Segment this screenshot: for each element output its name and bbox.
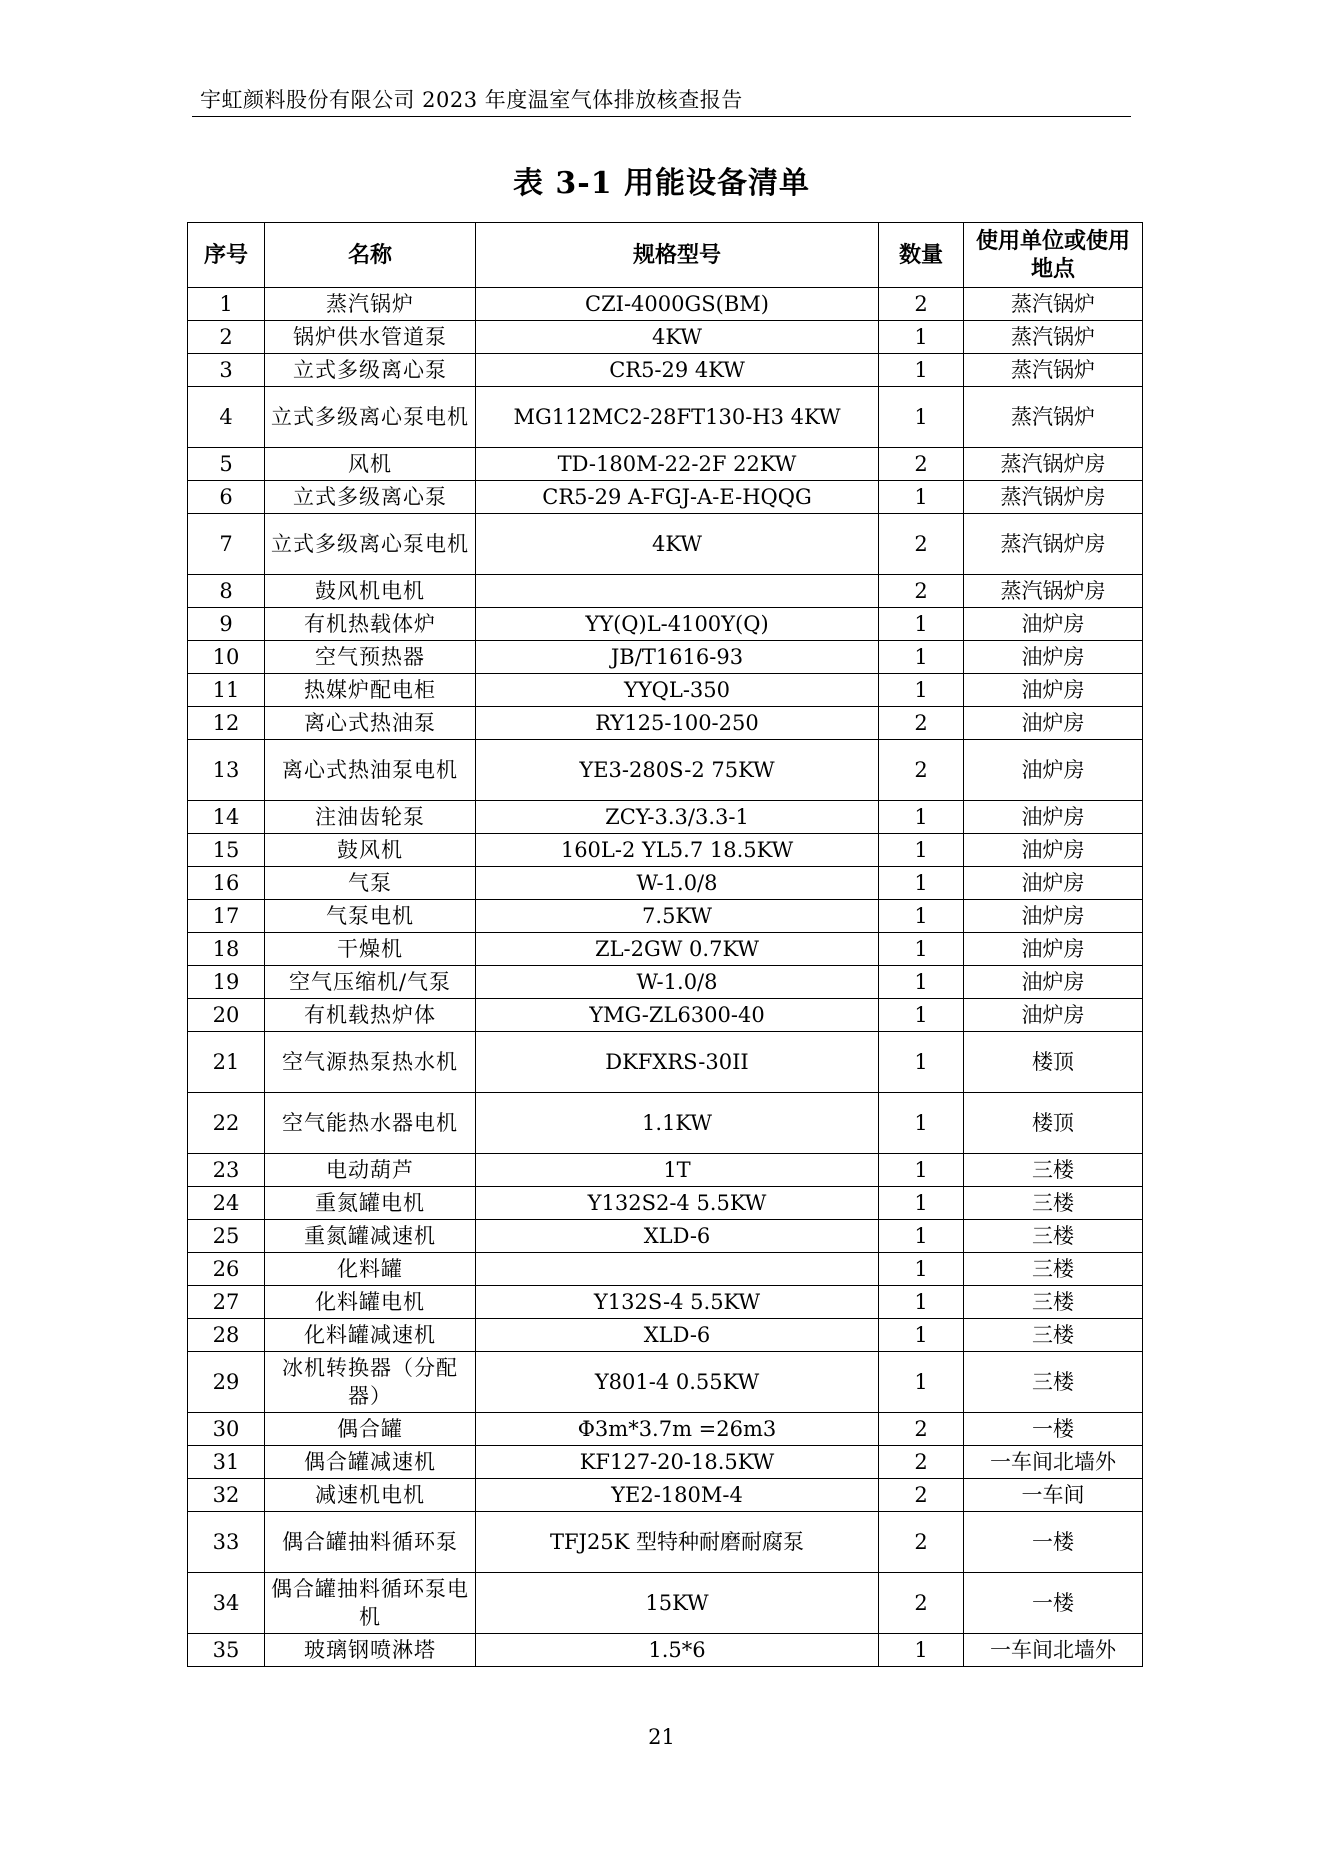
equipment-name: 立式多级离心泵 bbox=[265, 481, 476, 514]
quantity: 1 bbox=[879, 1634, 964, 1667]
model-spec: ZCY-3.3/3.3-1 bbox=[476, 801, 879, 834]
table-row bbox=[188, 481, 1143, 514]
quantity: 2 bbox=[879, 707, 964, 740]
quantity: 1 bbox=[879, 1093, 964, 1154]
equipment-name: 重氮罐电机 bbox=[265, 1187, 476, 1220]
location: 蒸汽锅炉 bbox=[964, 387, 1143, 448]
location: 油炉房 bbox=[964, 707, 1143, 740]
location: 一楼 bbox=[964, 1512, 1143, 1573]
table-row bbox=[188, 707, 1143, 740]
table-row bbox=[188, 1352, 1143, 1413]
quantity: 1 bbox=[879, 1352, 964, 1413]
quantity: 1 bbox=[879, 999, 964, 1032]
table-row bbox=[188, 834, 1143, 867]
table-row bbox=[188, 321, 1143, 354]
location: 蒸汽锅炉房 bbox=[964, 448, 1143, 481]
quantity: 2 bbox=[879, 1479, 964, 1512]
table-row bbox=[188, 1634, 1143, 1667]
table-row bbox=[188, 575, 1143, 608]
equipment-name: 减速机电机 bbox=[265, 1479, 476, 1512]
row-number: 9 bbox=[188, 608, 265, 641]
table-row bbox=[188, 608, 1143, 641]
model-spec: 4KW bbox=[476, 514, 879, 575]
row-number: 21 bbox=[188, 1032, 265, 1093]
row-number: 24 bbox=[188, 1187, 265, 1220]
row-number: 2 bbox=[188, 321, 265, 354]
table-row bbox=[188, 641, 1143, 674]
quantity: 2 bbox=[879, 288, 964, 321]
model-spec: CR5-29 4KW bbox=[476, 354, 879, 387]
model-spec: YMG-ZL6300-40 bbox=[476, 999, 879, 1032]
quantity: 2 bbox=[879, 1512, 964, 1573]
location: 楼顶 bbox=[964, 1032, 1143, 1093]
table-row bbox=[188, 1479, 1143, 1512]
quantity: 1 bbox=[879, 481, 964, 514]
table-row bbox=[188, 354, 1143, 387]
row-number: 34 bbox=[188, 1573, 265, 1634]
location: 蒸汽锅炉房 bbox=[964, 575, 1143, 608]
row-number: 22 bbox=[188, 1093, 265, 1154]
equipment-name: 鼓风机电机 bbox=[265, 575, 476, 608]
quantity: 1 bbox=[879, 1154, 964, 1187]
quantity: 1 bbox=[879, 900, 964, 933]
model-spec: 1.5*6 bbox=[476, 1634, 879, 1667]
row-number: 14 bbox=[188, 801, 265, 834]
model-spec: 15KW bbox=[476, 1573, 879, 1634]
location: 一楼 bbox=[964, 1573, 1143, 1634]
row-number: 20 bbox=[188, 999, 265, 1032]
model-spec: CR5-29 A-FGJ-A-E-HQQG bbox=[476, 481, 879, 514]
equipment-name: 偶合罐减速机 bbox=[265, 1446, 476, 1479]
model-spec: YE3-280S-2 75KW bbox=[476, 740, 879, 801]
quantity: 1 bbox=[879, 608, 964, 641]
row-number: 30 bbox=[188, 1413, 265, 1446]
quantity: 1 bbox=[879, 1187, 964, 1220]
location: 三楼 bbox=[964, 1253, 1143, 1286]
row-number: 31 bbox=[188, 1446, 265, 1479]
equipment-name: 空气源热泵热水机 bbox=[265, 1032, 476, 1093]
location: 蒸汽锅炉 bbox=[964, 354, 1143, 387]
table-row bbox=[188, 1512, 1143, 1573]
table-row bbox=[188, 966, 1143, 999]
row-number: 10 bbox=[188, 641, 265, 674]
equipment-name: 偶合罐 bbox=[265, 1413, 476, 1446]
page-number: 21 bbox=[648, 1725, 675, 1749]
row-number: 35 bbox=[188, 1634, 265, 1667]
location: 油炉房 bbox=[964, 900, 1143, 933]
equipment-name: 蒸汽锅炉 bbox=[265, 288, 476, 321]
row-number: 12 bbox=[188, 707, 265, 740]
table-row bbox=[188, 740, 1143, 801]
model-spec: YYQL-350 bbox=[476, 674, 879, 707]
table-body bbox=[188, 288, 1143, 1667]
equipment-name: 空气预热器 bbox=[265, 641, 476, 674]
column-header: 数量 bbox=[879, 223, 964, 288]
table-row bbox=[188, 448, 1143, 481]
quantity: 1 bbox=[879, 933, 964, 966]
row-number: 23 bbox=[188, 1154, 265, 1187]
row-number: 25 bbox=[188, 1220, 265, 1253]
equipment-name: 化料罐 bbox=[265, 1253, 476, 1286]
quantity: 2 bbox=[879, 448, 964, 481]
model-spec: TD-180M-22-2F 22KW bbox=[476, 448, 879, 481]
row-number: 11 bbox=[188, 674, 265, 707]
table-row bbox=[188, 933, 1143, 966]
location: 油炉房 bbox=[964, 674, 1143, 707]
location: 一车间 bbox=[964, 1479, 1143, 1512]
location: 蒸汽锅炉 bbox=[964, 288, 1143, 321]
row-number: 26 bbox=[188, 1253, 265, 1286]
table-row bbox=[188, 514, 1143, 575]
equipment-name: 冰机转换器（分配器） bbox=[265, 1352, 476, 1413]
quantity: 1 bbox=[879, 801, 964, 834]
location: 三楼 bbox=[964, 1187, 1143, 1220]
location: 三楼 bbox=[964, 1154, 1143, 1187]
model-spec: W-1.0/8 bbox=[476, 867, 879, 900]
model-spec: W-1.0/8 bbox=[476, 966, 879, 999]
row-number: 3 bbox=[188, 354, 265, 387]
table-title: 表 3-1 用能设备清单 bbox=[512, 166, 811, 201]
model-spec: RY125-100-250 bbox=[476, 707, 879, 740]
location: 油炉房 bbox=[964, 641, 1143, 674]
quantity: 2 bbox=[879, 575, 964, 608]
quantity: 1 bbox=[879, 834, 964, 867]
model-spec: YY(Q)L-4100Y(Q) bbox=[476, 608, 879, 641]
model-spec: Y801-4 0.55KW bbox=[476, 1352, 879, 1413]
row-number: 15 bbox=[188, 834, 265, 867]
table-row bbox=[188, 999, 1143, 1032]
model-spec: Y132S-4 5.5KW bbox=[476, 1286, 879, 1319]
location: 油炉房 bbox=[964, 867, 1143, 900]
equipment-name: 立式多级离心泵电机 bbox=[265, 514, 476, 575]
table-row bbox=[188, 900, 1143, 933]
row-number: 13 bbox=[188, 740, 265, 801]
equipment-name: 重氮罐减速机 bbox=[265, 1220, 476, 1253]
equipment-table bbox=[187, 222, 1143, 1667]
equipment-name: 立式多级离心泵电机 bbox=[265, 387, 476, 448]
row-number: 29 bbox=[188, 1352, 265, 1413]
quantity: 1 bbox=[879, 674, 964, 707]
location: 三楼 bbox=[964, 1352, 1143, 1413]
model-spec: MG112MC2-28FT130-H3 4KW bbox=[476, 387, 879, 448]
equipment-name: 化料罐减速机 bbox=[265, 1319, 476, 1352]
row-number: 17 bbox=[188, 900, 265, 933]
equipment-name: 热媒炉配电柜 bbox=[265, 674, 476, 707]
table-row bbox=[188, 1319, 1143, 1352]
model-spec: CZI-4000GS(BM) bbox=[476, 288, 879, 321]
table-row bbox=[188, 1446, 1143, 1479]
quantity: 2 bbox=[879, 514, 964, 575]
equipment-name: 离心式热油泵电机 bbox=[265, 740, 476, 801]
equipment-name: 鼓风机 bbox=[265, 834, 476, 867]
equipment-name: 锅炉供水管道泵 bbox=[265, 321, 476, 354]
table-row bbox=[188, 1220, 1143, 1253]
location: 一车间北墙外 bbox=[964, 1446, 1143, 1479]
location: 油炉房 bbox=[964, 834, 1143, 867]
model-spec bbox=[476, 1253, 879, 1286]
equipment-name: 气泵电机 bbox=[265, 900, 476, 933]
quantity: 1 bbox=[879, 387, 964, 448]
model-spec: TFJ25K 型特种耐磨耐腐泵 bbox=[476, 1512, 879, 1573]
equipment-name: 气泵 bbox=[265, 867, 476, 900]
table-row bbox=[188, 674, 1143, 707]
row-number: 32 bbox=[188, 1479, 265, 1512]
row-number: 4 bbox=[188, 387, 265, 448]
location: 蒸汽锅炉房 bbox=[964, 514, 1143, 575]
model-spec: Y132S2-4 5.5KW bbox=[476, 1187, 879, 1220]
equipment-name: 注油齿轮泵 bbox=[265, 801, 476, 834]
location: 蒸汽锅炉房 bbox=[964, 481, 1143, 514]
model-spec: XLD-6 bbox=[476, 1319, 879, 1352]
quantity: 1 bbox=[879, 354, 964, 387]
equipment-name: 玻璃钢喷淋塔 bbox=[265, 1634, 476, 1667]
equipment-name: 偶合罐抽料循环泵电机 bbox=[265, 1573, 476, 1634]
model-spec: YE2-180M-4 bbox=[476, 1479, 879, 1512]
location: 油炉房 bbox=[964, 740, 1143, 801]
row-number: 28 bbox=[188, 1319, 265, 1352]
quantity: 1 bbox=[879, 867, 964, 900]
equipment-name: 偶合罐抽料循环泵 bbox=[265, 1512, 476, 1573]
table-row bbox=[188, 1093, 1143, 1154]
row-number: 19 bbox=[188, 966, 265, 999]
equipment-name: 离心式热油泵 bbox=[265, 707, 476, 740]
quantity: 1 bbox=[879, 1319, 964, 1352]
model-spec: 4KW bbox=[476, 321, 879, 354]
location: 三楼 bbox=[964, 1319, 1143, 1352]
table-row bbox=[188, 288, 1143, 321]
quantity: 1 bbox=[879, 641, 964, 674]
row-number: 7 bbox=[188, 514, 265, 575]
quantity: 1 bbox=[879, 1032, 964, 1093]
equipment-name: 空气能热水器电机 bbox=[265, 1093, 476, 1154]
table-row bbox=[188, 1032, 1143, 1093]
model-spec bbox=[476, 575, 879, 608]
column-header: 序号 bbox=[188, 223, 265, 288]
quantity: 2 bbox=[879, 740, 964, 801]
equipment-name: 有机载热炉体 bbox=[265, 999, 476, 1032]
model-spec: XLD-6 bbox=[476, 1220, 879, 1253]
table-row bbox=[188, 801, 1143, 834]
equipment-name: 有机热载体炉 bbox=[265, 608, 476, 641]
quantity: 2 bbox=[879, 1446, 964, 1479]
model-spec: JB/T1616-93 bbox=[476, 641, 879, 674]
table-row bbox=[188, 387, 1143, 448]
quantity: 2 bbox=[879, 1413, 964, 1446]
location: 油炉房 bbox=[964, 999, 1143, 1032]
table-row bbox=[188, 1187, 1143, 1220]
equipment-name: 风机 bbox=[265, 448, 476, 481]
quantity: 1 bbox=[879, 1286, 964, 1319]
row-number: 8 bbox=[188, 575, 265, 608]
location: 一车间北墙外 bbox=[964, 1634, 1143, 1667]
column-header: 规格型号 bbox=[476, 223, 879, 288]
table-row bbox=[188, 1573, 1143, 1634]
row-number: 18 bbox=[188, 933, 265, 966]
table-row bbox=[188, 1286, 1143, 1319]
equipment-name: 立式多级离心泵 bbox=[265, 354, 476, 387]
table-row bbox=[188, 1253, 1143, 1286]
quantity: 1 bbox=[879, 321, 964, 354]
location: 三楼 bbox=[964, 1286, 1143, 1319]
location: 三楼 bbox=[964, 1220, 1143, 1253]
location: 油炉房 bbox=[964, 608, 1143, 641]
quantity: 1 bbox=[879, 1220, 964, 1253]
equipment-name: 电动葫芦 bbox=[265, 1154, 476, 1187]
equipment-name: 干燥机 bbox=[265, 933, 476, 966]
equipment-name: 空气压缩机/气泵 bbox=[265, 966, 476, 999]
location: 楼顶 bbox=[964, 1093, 1143, 1154]
location: 蒸汽锅炉 bbox=[964, 321, 1143, 354]
row-number: 33 bbox=[188, 1512, 265, 1573]
equipment-name: 化料罐电机 bbox=[265, 1286, 476, 1319]
model-spec: Φ3m*3.7m =26m3 bbox=[476, 1413, 879, 1446]
table-header-row bbox=[188, 223, 1143, 288]
header-rule bbox=[192, 116, 1131, 117]
row-number: 6 bbox=[188, 481, 265, 514]
column-header: 名称 bbox=[265, 223, 476, 288]
location: 油炉房 bbox=[964, 966, 1143, 999]
model-spec: ZL-2GW 0.7KW bbox=[476, 933, 879, 966]
row-number: 1 bbox=[188, 288, 265, 321]
location: 一楼 bbox=[964, 1413, 1143, 1446]
table-row bbox=[188, 1154, 1143, 1187]
model-spec: 1T bbox=[476, 1154, 879, 1187]
row-number: 27 bbox=[188, 1286, 265, 1319]
running-header: 宇虹颜料股份有限公司 2023 年度温室气体排放核查报告 bbox=[200, 88, 743, 112]
model-spec: 160L-2 YL5.7 18.5KW bbox=[476, 834, 879, 867]
quantity: 2 bbox=[879, 1573, 964, 1634]
model-spec: 7.5KW bbox=[476, 900, 879, 933]
table-row bbox=[188, 867, 1143, 900]
column-header: 使用单位或使用地点 bbox=[964, 223, 1143, 288]
quantity: 1 bbox=[879, 966, 964, 999]
model-spec: KF127-20-18.5KW bbox=[476, 1446, 879, 1479]
row-number: 5 bbox=[188, 448, 265, 481]
model-spec: 1.1KW bbox=[476, 1093, 879, 1154]
location: 油炉房 bbox=[964, 933, 1143, 966]
row-number: 16 bbox=[188, 867, 265, 900]
location: 油炉房 bbox=[964, 801, 1143, 834]
table-row bbox=[188, 1413, 1143, 1446]
quantity: 1 bbox=[879, 1253, 964, 1286]
model-spec: DKFXRS-30II bbox=[476, 1032, 879, 1093]
